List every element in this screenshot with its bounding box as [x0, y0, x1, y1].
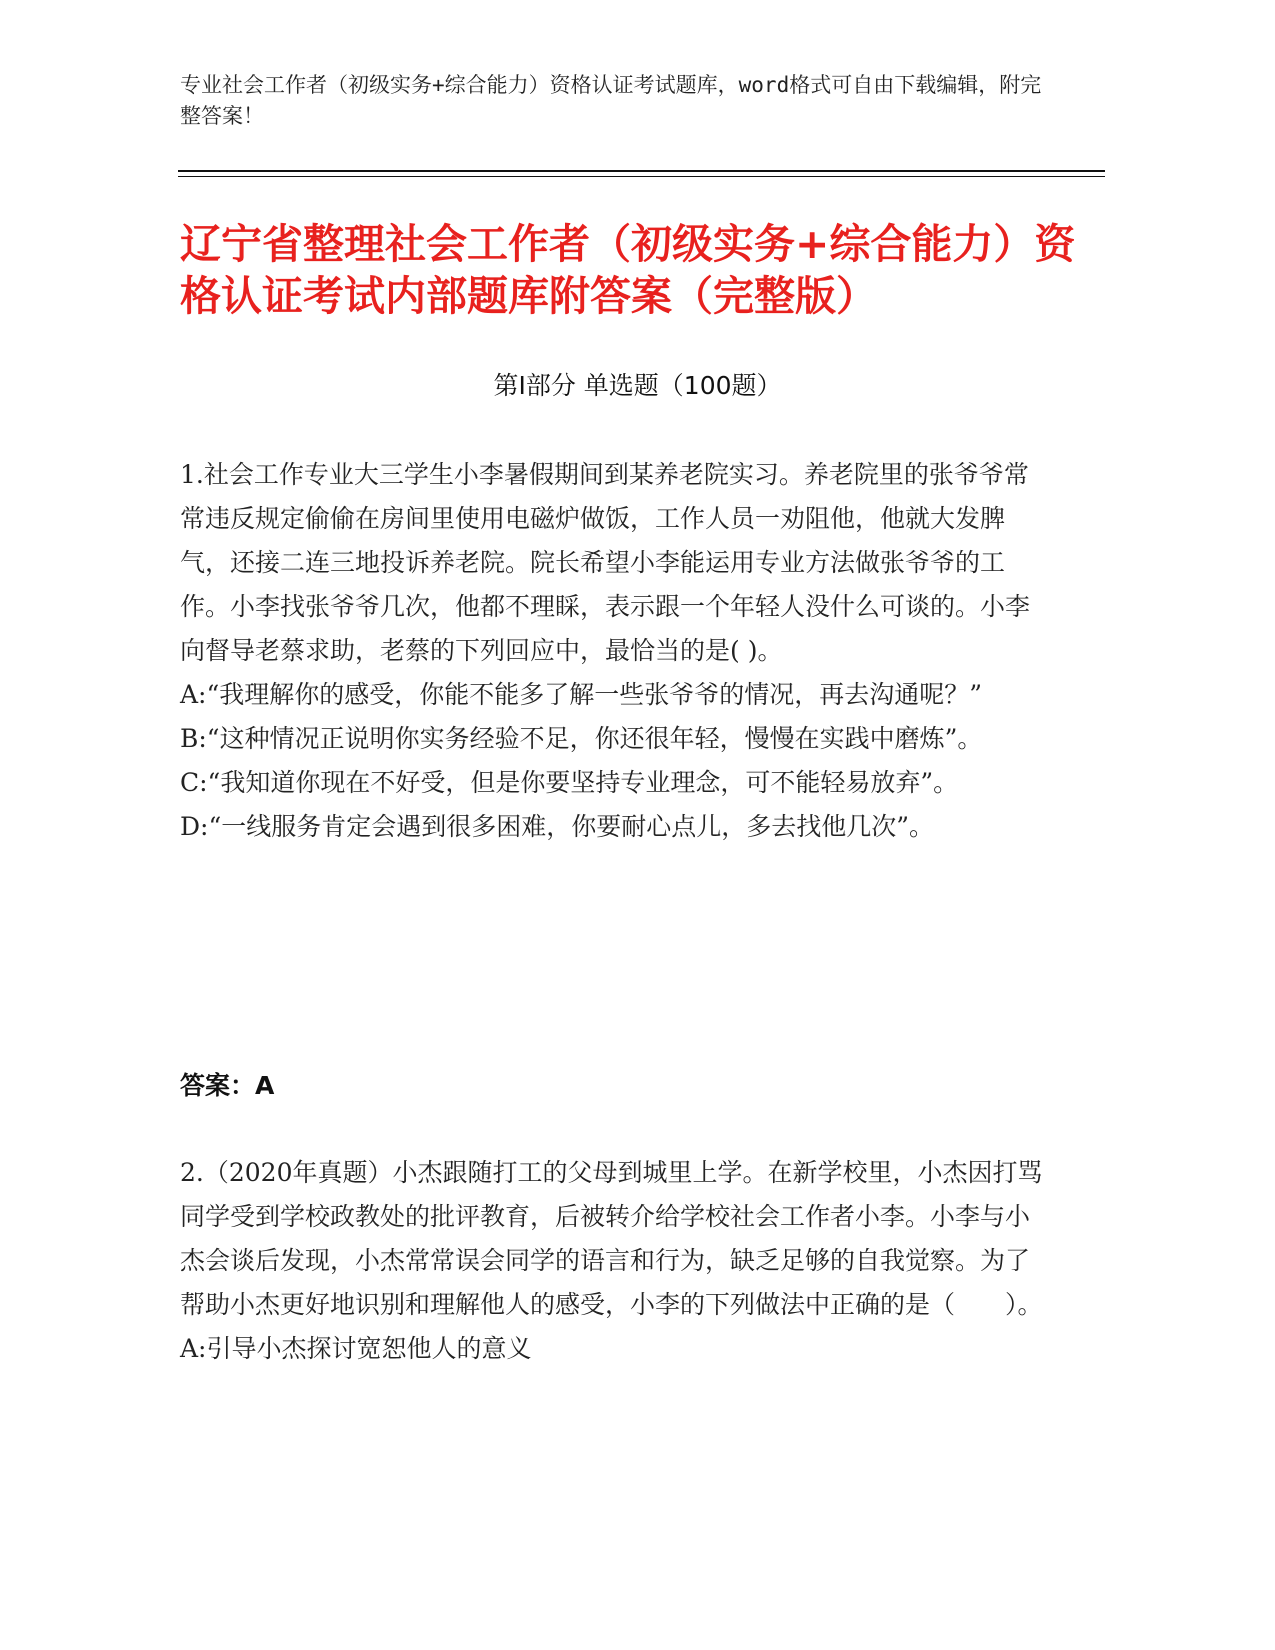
header-divider-thin — [178, 176, 1105, 177]
option-b: B:“这种情况正说明你实务经验不足，你还很年轻，慢慢在实践中磨炼”。 — [180, 724, 983, 753]
question-stem: 1.社会工作专业大三学生小李暑假期间到某养老院实习。养老院里的张爷爷常常违反规定偷偷在房间里使用电磁炉做饭，工作人员一劝阻他，他就大发脾气，还接二连三地投诉养老院。院长希望小李能运用专业方法做张爷爷的工作。小李找张爷爷几次，他都不理睬，表示跟一个年轻人没什么可谈的。小李向督导老蔡求助，老蔡的下列回应中，最恰当的是( )。 — [180, 460, 1031, 665]
option-d: D:“一线服务肯定会遇到很多困难，你要耐心点儿，多去找他几次”。 — [180, 812, 935, 841]
header-divider-thick — [178, 170, 1105, 172]
question-stem: 2.（2020年真题）小杰跟随打工的父母到城里上学。在新学校里，小杰因打骂同学受到学校政教处的批评教育，后被转介给学校社会工作者小李。小李与小杰会谈后发现，小杰常常误会同学的语言和行为，缺乏足够的自我觉察。为了帮助小杰更好地识别和理解他人的感受，小李的下列做法中正确的是（ ）。 — [180, 1158, 1043, 1319]
option-a: A:引导小杰探讨宽恕他人的意义 — [180, 1334, 532, 1363]
option-a: A:“我理解你的感受，你能不能多了解一些张爷爷的情况，再去沟通呢？” — [180, 680, 983, 709]
answer-1: 答案：A — [180, 1071, 275, 1100]
document-title: 辽宁省整理社会工作者（初级实务+综合能力）资格认证考试内部题库附答案（完整版） — [180, 220, 1076, 320]
section-title: 第Ⅰ部分 单选题（100题） — [493, 371, 782, 400]
header-note: 专业社会工作者（初级实务+综合能力）资格认证考试题库，word格式可自由下载编辑，附完整答案！ — [180, 73, 1042, 128]
option-c: C:“我知道你现在不好受，但是你要坚持专业理念，可不能轻易放弃”。 — [180, 768, 959, 797]
question-2 — [180, 1151, 1045, 1371]
question-1 — [180, 453, 1045, 849]
